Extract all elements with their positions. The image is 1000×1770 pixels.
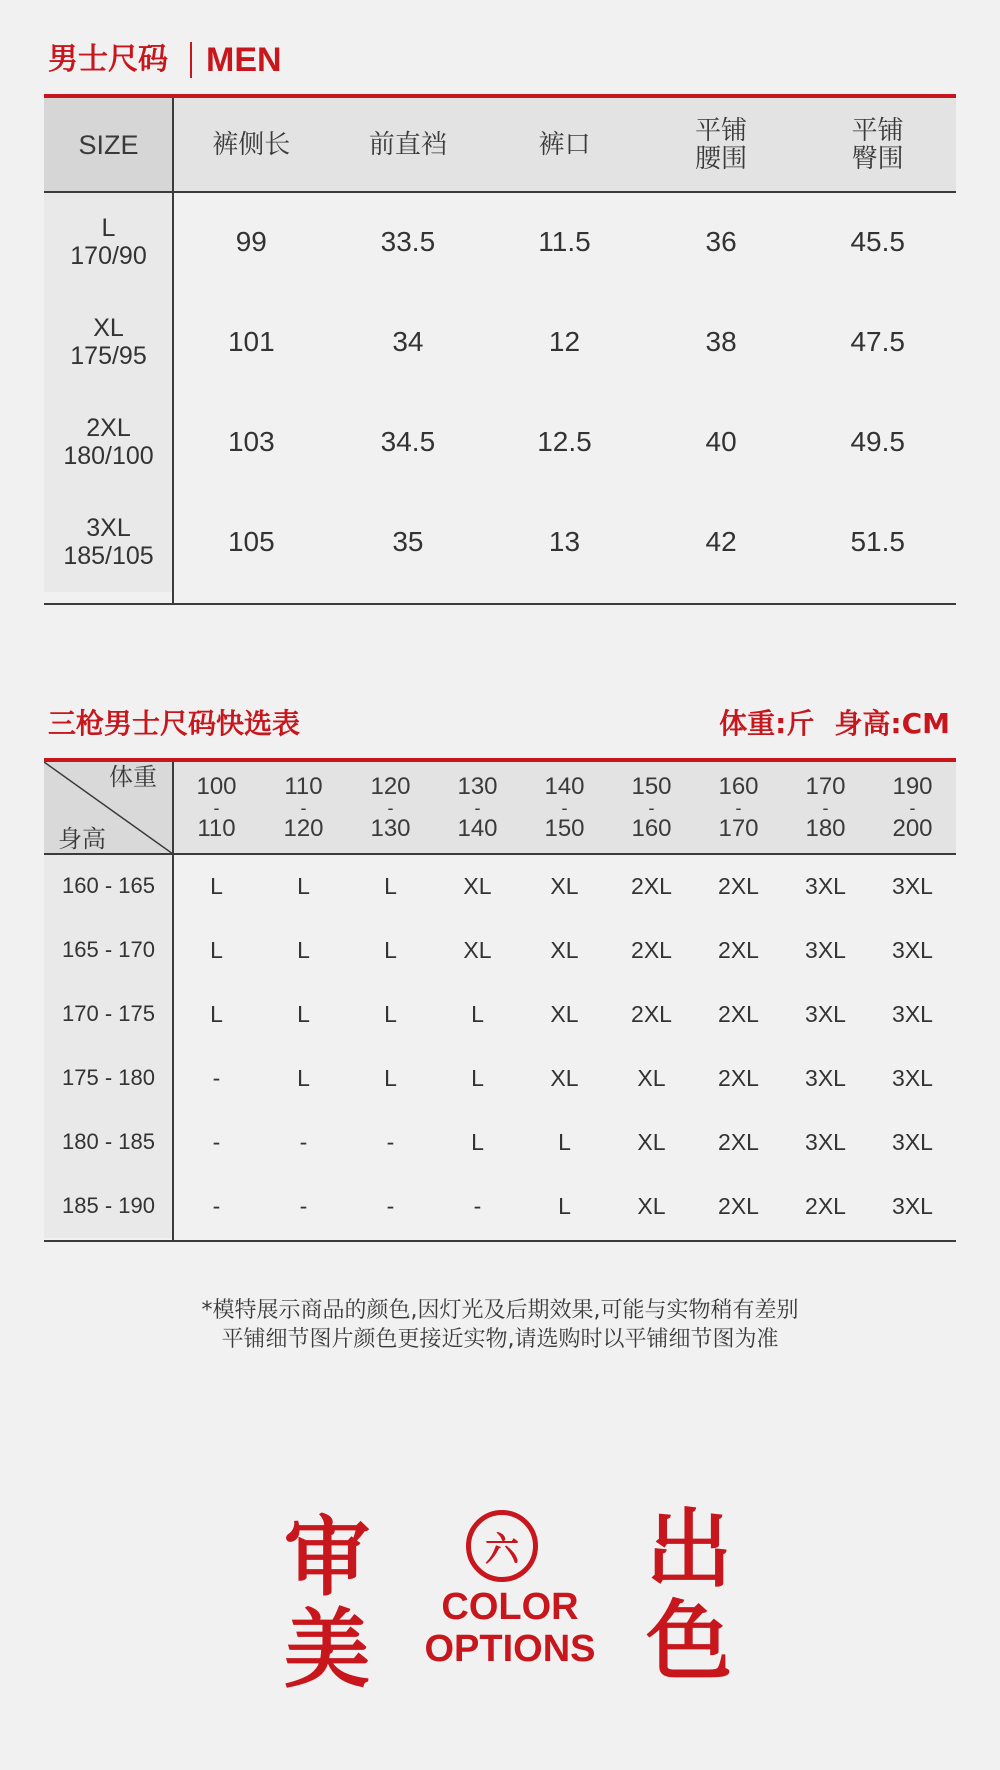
disclaimer-note <box>0 1296 1000 1354</box>
logo-char-chu: 出 <box>646 1499 732 1600</box>
height-row <box>44 854 956 918</box>
recommended-size: L <box>384 872 397 899</box>
recommended-size: L <box>297 936 310 963</box>
section1-title-en: MEN <box>206 41 282 79</box>
height-range-label: 160 - 165 <box>44 854 173 918</box>
quick-select-table <box>44 762 956 1238</box>
logo-char-shen: 审 <box>284 1507 370 1608</box>
recommended-size: XL <box>637 1128 666 1155</box>
size-column-header: SIZE <box>44 98 173 192</box>
size-label: L 170/90 <box>44 192 173 292</box>
size-bottom-rule <box>44 603 956 605</box>
note-line1: *模特展示商品的颜色,因灯光及后期效果,可能与实物稍有差别 <box>201 1298 799 1323</box>
recommended-size: L <box>210 1000 223 1027</box>
recommended-size: 3XL <box>892 1000 933 1027</box>
height-row <box>44 982 956 1046</box>
recommended-size: L <box>210 936 223 963</box>
recommended-size: L <box>210 872 223 899</box>
measure-value: 33.5 <box>380 226 436 257</box>
recommended-size: L <box>558 1192 571 1219</box>
recommended-size: - <box>386 1128 395 1155</box>
recommended-size: 2XL <box>805 1192 846 1219</box>
recommended-size: 2XL <box>718 1064 759 1091</box>
size-table-divider <box>172 98 174 605</box>
recommended-size: 3XL <box>805 936 846 963</box>
size-table <box>44 98 956 592</box>
measure-column-header: 裤侧长 <box>173 98 330 192</box>
measure-value: 35 <box>392 526 424 557</box>
recommended-size: - <box>386 1192 395 1219</box>
recommended-size: 2XL <box>718 936 759 963</box>
size-label: 2XL 180/100 <box>44 392 173 492</box>
quick-table-body <box>44 854 956 1238</box>
measure-value: 12 <box>548 326 581 357</box>
color-options-text <box>420 1586 600 1670</box>
size-row <box>44 292 956 392</box>
recommended-size: L <box>297 1000 310 1027</box>
quick-table-divider <box>172 762 174 1242</box>
measure-value: 36 <box>705 226 737 257</box>
recommended-size: 2XL <box>718 1128 759 1155</box>
recommended-size: 2XL <box>718 1192 759 1219</box>
weight-range-header: 140 - 150 <box>521 762 608 854</box>
height-range-label: 175 - 180 <box>44 1046 173 1110</box>
height-range-label: 185 - 190 <box>44 1174 173 1238</box>
unit-height: 身高:CM <box>834 707 950 740</box>
height-range-label: 165 - 170 <box>44 918 173 982</box>
recommended-size: XL <box>550 936 579 963</box>
weight-range-header: 100 - 110 <box>173 762 260 854</box>
measure-value: 34.5 <box>380 426 436 457</box>
corner-header <box>44 762 173 854</box>
size-label: 3XL 185/105 <box>44 492 173 592</box>
recommended-size: XL <box>550 872 579 899</box>
height-row <box>44 1110 956 1174</box>
measure-value: 103 <box>227 426 275 457</box>
weight-range-header: 190 - 200 <box>869 762 956 854</box>
recommended-size: L <box>558 1128 571 1155</box>
recommended-size: L <box>471 1064 484 1091</box>
note-line2: 平铺细节图片颜色更接近实物,请选购时以平铺细节图为准 <box>221 1327 779 1352</box>
unit-weight: 体重:斤 <box>719 707 815 740</box>
weight-range-header: 150 - 160 <box>608 762 695 854</box>
measure-column-header: 平铺 腰围 <box>643 98 800 192</box>
weight-range-header: 130 - 140 <box>434 762 521 854</box>
measure-value: 34 <box>392 326 424 357</box>
measure-column-header: 前直裆 <box>330 98 487 192</box>
measure-value: 51.5 <box>850 526 905 557</box>
recommended-size: 3XL <box>805 1064 846 1091</box>
recommended-size: L <box>297 872 310 899</box>
logo-char-se: 色 <box>646 1591 732 1692</box>
weight-range-header: 120 - 130 <box>347 762 434 854</box>
recommended-size: - <box>299 1128 308 1155</box>
logo-text-line1: COLOR <box>441 1586 579 1628</box>
circle-char: 六 <box>485 1529 519 1570</box>
recommended-size: XL <box>550 1000 579 1027</box>
size-row <box>44 492 956 592</box>
recommended-size: 3XL <box>892 1064 933 1091</box>
height-row <box>44 918 956 982</box>
recommended-size: XL <box>637 1064 666 1091</box>
recommended-size: 3XL <box>892 1128 933 1155</box>
recommended-size: 2XL <box>718 872 759 899</box>
recommended-size: XL <box>550 1064 579 1091</box>
recommended-size: L <box>297 1064 310 1091</box>
section1-title-cn: 男士尺码 <box>48 42 168 77</box>
measure-value: 38 <box>705 326 737 357</box>
recommended-size: 3XL <box>805 1000 846 1027</box>
recommended-size: L <box>471 1128 484 1155</box>
recommended-size: L <box>384 1000 397 1027</box>
recommended-size: 2XL <box>631 936 672 963</box>
measure-value: 47.5 <box>850 326 905 357</box>
measure-column-header: 平铺 臀围 <box>799 98 956 192</box>
size-table-header <box>44 98 956 192</box>
recommended-size: L <box>384 936 397 963</box>
height-range-label: 170 - 175 <box>44 982 173 1046</box>
logo-text-line2: OPTIONS <box>424 1628 596 1670</box>
size-header-rule <box>44 191 956 193</box>
measure-value: 13 <box>548 526 581 557</box>
title-separator <box>190 42 192 78</box>
recommended-size: XL <box>637 1192 666 1219</box>
recommended-size: - <box>473 1192 482 1219</box>
height-range-label: 180 - 185 <box>44 1110 173 1174</box>
measure-value: 40 <box>705 426 737 457</box>
measure-value: 49.5 <box>850 426 905 457</box>
corner-height-label: 身高 <box>58 825 106 853</box>
recommended-size: XL <box>463 936 492 963</box>
quick-select-units <box>719 704 950 744</box>
recommended-size: 2XL <box>631 872 672 899</box>
measure-value: 45.5 <box>850 226 905 257</box>
recommended-size: 3XL <box>892 872 933 899</box>
size-row <box>44 192 956 292</box>
recommended-size: 3XL <box>892 1192 933 1219</box>
recommended-size: L <box>471 1000 484 1027</box>
recommended-size: - <box>212 1192 221 1219</box>
measure-value: 42 <box>705 526 737 557</box>
measure-value: 105 <box>227 526 275 557</box>
measure-column-header: 裤口 <box>486 98 643 192</box>
quick-header-rule <box>44 853 956 855</box>
weight-range-header: 170 - 180 <box>782 762 869 854</box>
logo-char-mei: 美 <box>284 1599 370 1700</box>
corner-weight-label: 体重 <box>109 763 157 791</box>
size-label: XL 175/95 <box>44 292 173 392</box>
recommended-size: - <box>299 1192 308 1219</box>
recommended-size: L <box>384 1064 397 1091</box>
recommended-size: - <box>212 1064 221 1091</box>
recommended-size: 2XL <box>631 1000 672 1027</box>
measure-value: 11.5 <box>538 226 591 257</box>
measure-value: 101 <box>227 326 275 357</box>
size-row <box>44 392 956 492</box>
measure-value: 12.5 <box>537 426 592 457</box>
recommended-size: 2XL <box>718 1000 759 1027</box>
measure-value: 99 <box>235 226 267 257</box>
quick-select-title: 三枪男士尺码快选表 <box>48 707 301 740</box>
quick-bottom-rule <box>44 1240 956 1242</box>
recommended-size: 3XL <box>805 1128 846 1155</box>
size-table-body <box>44 192 956 592</box>
recommended-size: 3XL <box>805 872 846 899</box>
section1-title <box>48 38 282 82</box>
recommended-size: 3XL <box>892 936 933 963</box>
weight-range-header: 110 - 120 <box>260 762 347 854</box>
recommended-size: XL <box>463 872 492 899</box>
height-row <box>44 1046 956 1110</box>
height-row <box>44 1174 956 1238</box>
recommended-size: - <box>212 1128 221 1155</box>
six-circle-icon <box>466 1510 538 1582</box>
weight-range-header: 160 - 170 <box>695 762 782 854</box>
quick-table-header <box>44 762 956 854</box>
